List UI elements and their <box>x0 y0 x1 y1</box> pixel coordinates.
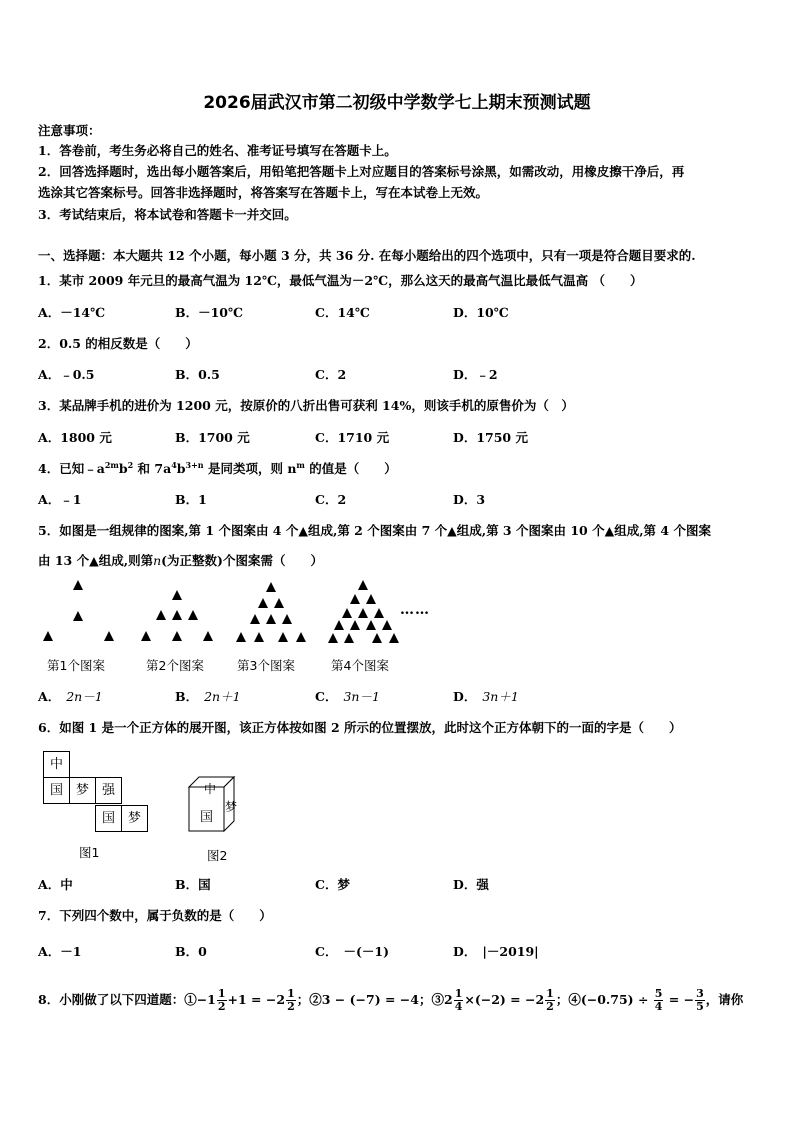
triangle <box>172 610 182 620</box>
net-cell: 国 <box>95 805 122 832</box>
q8-e4-den2: 5 <box>696 1000 704 1013</box>
q4-stem-post: 的值是（ ） <box>304 461 397 476</box>
q4-option-d: D．3 <box>453 492 486 507</box>
q5-option-d <box>453 687 519 705</box>
triangle <box>358 580 368 590</box>
q8-e4-pre: (−0.75) ÷ <box>580 992 653 1007</box>
q5-option-d-expr: 3n＋1 <box>482 689 519 704</box>
q5-option-a-expr: 2n－1 <box>66 689 103 704</box>
q8-e1-pre: −1 <box>196 992 216 1007</box>
q5-option-c-label: C． <box>315 689 338 704</box>
q7-option-b: B．0 <box>175 944 207 959</box>
q6-option-b: B．国 <box>175 877 211 892</box>
q5-caption-2: 第2个图案 <box>146 658 204 673</box>
q7-option-d-expr: |－2019| <box>482 944 539 959</box>
triangle <box>366 620 376 630</box>
triangle <box>254 632 264 642</box>
q6-figure-1-caption: 图1 <box>79 845 100 860</box>
triangle <box>389 633 399 643</box>
q8-e4-mid: = − <box>664 992 695 1007</box>
triangle <box>203 631 213 641</box>
q8-e1-den: 2 <box>217 1000 226 1013</box>
q8-e1-mid: +1 = −2 <box>227 992 286 1007</box>
q6-option-a: A．中 <box>38 877 73 892</box>
q5-option-b <box>175 687 241 705</box>
q8-sep-3: ；④ <box>555 992 581 1007</box>
q4-mid-3: b <box>176 461 186 476</box>
triangle <box>328 633 338 643</box>
notice-heading: 注意事项： <box>38 123 101 138</box>
net-cell: 梦 <box>69 777 96 804</box>
q6-figure-2-caption: 图2 <box>207 848 228 863</box>
q4-stem <box>38 459 397 477</box>
cube-top-label: 中 <box>204 782 217 796</box>
q4-option-a: A．﹣1 <box>38 492 82 507</box>
triangle <box>73 580 83 590</box>
q2-option-c: C．2 <box>315 367 347 382</box>
q8-e1-frac2 <box>286 988 296 1013</box>
triangle <box>172 590 182 600</box>
q1-option-b: B．－10℃ <box>175 305 243 320</box>
q8-sep-2: ；③ <box>418 992 444 1007</box>
q1-option-d: D．10℃ <box>453 305 509 320</box>
q8-e2: 3 − (−7) = −4 <box>321 992 419 1007</box>
q2-option-d: D．﹣2 <box>453 367 498 382</box>
q8-e4-frac2 <box>695 988 705 1013</box>
q8-e1-den2: 2 <box>287 1000 295 1013</box>
notice-item-1: 1．答卷前，考生务必将自己的姓名、准考证号填写在答题卡上。 <box>38 143 397 158</box>
q5-option-a <box>38 687 103 705</box>
q8-e4-frac <box>654 988 664 1013</box>
q7-option-d-label: D． <box>453 944 477 959</box>
q7-option-c-label: C． <box>315 944 338 959</box>
q8-e4-den: 4 <box>654 1000 663 1013</box>
q5-caption-3: 第3个图案 <box>237 658 295 673</box>
q2-stem: 2．0.5 的相反数是（ ） <box>38 336 198 351</box>
triangle <box>334 620 344 630</box>
q5-option-b-expr: 2n＋1 <box>204 689 241 704</box>
notice-item-2a: 2．回答选择题时，选出每小题答案后，用铅笔把答题卡上对应题目的答案标号涂黑，如需改动，用橡皮擦干净后，再 <box>38 164 685 179</box>
q4-sup-3: 4 <box>171 459 177 470</box>
triangle <box>266 614 276 624</box>
q8-stem <box>38 986 743 1014</box>
q6-option-d: D．强 <box>453 877 489 892</box>
triangle <box>382 620 392 630</box>
q7-option-c <box>315 942 389 960</box>
q8-e3-frac <box>454 988 464 1013</box>
q5-option-b-label: B． <box>175 689 199 704</box>
q7-stem: 7．下列四个数中，属于负数的是（ ） <box>38 908 272 923</box>
q5-stem-line2 <box>38 551 323 569</box>
q4-sup-4: 3+n <box>185 459 204 470</box>
q3-option-c: C．1710 元 <box>315 430 390 445</box>
q2-option-a: A．﹣0.5 <box>38 367 95 382</box>
net-cell: 强 <box>95 777 122 804</box>
q8-e4-num2: 3 <box>696 987 704 1000</box>
notice-item-2b: 选涂其它答案标号。回答非选择题时，将答案写在答题卡上，写在本试卷上无效。 <box>38 185 489 200</box>
q4-option-b: B．1 <box>175 492 207 507</box>
q4-sup-1: 2m <box>104 459 119 470</box>
q5-var-n: n <box>153 553 162 568</box>
q6-option-c: C．梦 <box>315 877 350 892</box>
q8-e3-num2: 1 <box>546 987 554 1000</box>
triangle <box>278 632 288 642</box>
q8-e1-num: 1 <box>217 987 226 1000</box>
triangle <box>350 620 360 630</box>
q5-option-a-label: A． <box>38 689 61 704</box>
q3-option-a: A．1800 元 <box>38 430 112 445</box>
q5-option-c <box>315 687 380 705</box>
triangle <box>372 633 382 643</box>
cube-side-label: 梦 <box>225 800 238 814</box>
triangle <box>43 631 53 641</box>
q8-e3-mid: ×(−2) = −2 <box>464 992 545 1007</box>
triangle <box>104 631 114 641</box>
q5-stem2-post: (为正整数)个图案需（ ） <box>161 553 323 568</box>
q8-stem-post: ，请你 <box>705 992 744 1007</box>
q5-option-c-expr: 3n－1 <box>343 689 380 704</box>
net-cell: 中 <box>43 751 70 778</box>
q4-sup-2: 2 <box>127 459 134 470</box>
q8-stem-pre: 8．小刚做了以下四道题：① <box>38 992 197 1007</box>
triangle <box>296 632 306 642</box>
q4-sup-5: m <box>296 459 305 470</box>
triangle <box>366 594 376 604</box>
triangle <box>188 610 198 620</box>
q5-stem2-pre: 由 13 个▲组成,则第 <box>38 553 154 568</box>
q5-stem-line1: 5．如图是一组规律的图案,第 1 个图案由 4 个▲组成,第 2 个图案由 7 个▲组成,第 3 个图案由 10 个▲组成,第 4 个图案 <box>38 523 711 538</box>
triangle <box>344 633 354 643</box>
triangle <box>73 611 83 621</box>
q7-option-d <box>453 942 539 960</box>
q3-option-b: B．1700 元 <box>175 430 250 445</box>
q3-option-d: D．1750 元 <box>453 430 528 445</box>
q4-option-c: C．2 <box>315 492 347 507</box>
triangle <box>342 608 352 618</box>
triangle <box>236 632 246 642</box>
q5-ellipsis: …… <box>400 602 430 618</box>
q8-e3-den: 4 <box>454 1000 463 1013</box>
q8-e3-den2: 2 <box>546 1000 554 1013</box>
q8-e4-num: 5 <box>654 987 663 1000</box>
notice-item-3: 3．考试结束后，将本试卷和答题卡一并交回。 <box>38 207 297 222</box>
triangle <box>266 582 276 592</box>
net-cell: 梦 <box>121 805 148 832</box>
triangle <box>374 608 384 618</box>
cube-front-label: 国 <box>200 810 214 825</box>
q3-stem: 3．某品牌手机的进价为 1200 元，按原价的八折出售可获利 14%，则该手机的原售价为（ ） <box>38 398 574 413</box>
q4-mid-2: 和 7a <box>133 461 172 476</box>
q5-caption-1: 第1个图案 <box>47 658 105 673</box>
triangle <box>274 598 284 608</box>
q8-e1-frac <box>217 988 227 1013</box>
triangle <box>350 594 360 604</box>
section-heading: 一、选择题：本大题共 12 个小题，每小题 3 分，共 36 分. 在每小题给出的四个选项中，只有一项是符合题目要求的. <box>38 248 696 263</box>
q2-option-b: B．0.5 <box>175 367 220 382</box>
q8-e3-frac2 <box>545 988 555 1013</box>
q8-e3-num: 1 <box>454 987 463 1000</box>
q7-option-a: A．－1 <box>38 944 82 959</box>
q7-option-c-expr: －(－1) <box>343 944 389 959</box>
triangle <box>172 631 182 641</box>
q1-stem: 1．某市 2009 年元旦的最高气温为 12℃，最低气温为－2℃，那么这天的最高气温比最低气温高 （ ） <box>38 273 643 288</box>
q5-caption-4: 第4个图案 <box>331 658 389 673</box>
q1-option-c: C．14℃ <box>315 305 370 320</box>
triangle <box>258 598 268 608</box>
q4-stem-pre: 4．已知﹣a <box>38 461 105 476</box>
q8-e1-num2: 1 <box>287 987 295 1000</box>
triangle <box>141 631 151 641</box>
q1-option-a: A．－14℃ <box>38 305 106 320</box>
q4-mid-4: 是同类项，则 n <box>203 461 297 476</box>
q4-mid-1: b <box>118 461 128 476</box>
triangle <box>358 608 368 618</box>
q8-e3-pre: 2 <box>443 992 453 1007</box>
triangle <box>282 614 292 624</box>
triangle <box>250 614 260 624</box>
q5-option-d-label: D． <box>453 689 477 704</box>
net-cell: 国 <box>43 777 70 804</box>
q8-sep-1: ；② <box>296 992 322 1007</box>
triangle <box>156 610 166 620</box>
page-title: 2026届武汉市第二初级中学数学七上期末预测试题 <box>203 93 591 113</box>
q6-stem: 6．如图 1 是一个正方体的展开图，该正方体按如图 2 所示的位置摆放，此时这个正方体朝下的一面的字是（ ） <box>38 720 682 735</box>
